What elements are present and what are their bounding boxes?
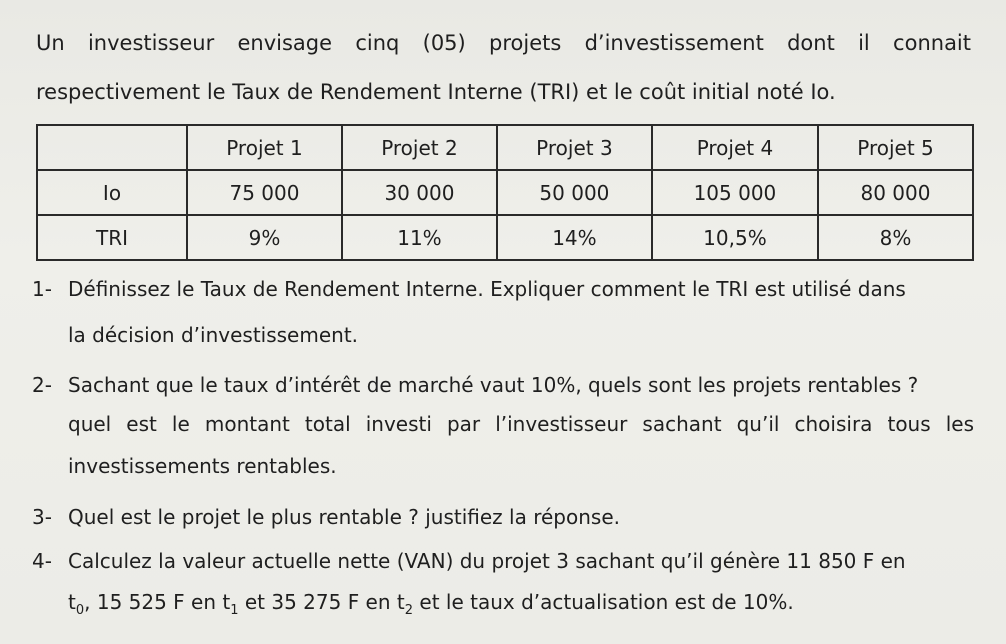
table-cell: 75 000 [187,170,342,215]
text-segment: t [68,590,76,614]
question-3-line-1: Quel est le projet le plus rentable ? justifiez la réponse. [68,505,620,529]
question-3 [32,502,974,532]
question-4 [32,546,974,618]
table-header-cell [37,125,187,170]
table-cell: 105 000 [652,170,818,215]
question-2-line-1: Sachant que le taux d’intérêt de marché vaut 10%, quels sont les projets rentables ? [68,373,919,397]
question-number: 4- [32,549,52,573]
subscript: 2 [404,603,414,618]
table-row-label: Io [37,170,187,215]
question-4-line-2 [32,590,974,618]
question-number: 2- [32,373,52,397]
question-2 [32,370,974,478]
table-cell: 9% [187,215,342,260]
table-row [37,215,973,260]
table-row [37,170,973,215]
question-number: 1- [32,277,52,301]
table-cell: 11% [342,215,497,260]
text-segment: et le taux d’actualisation est de 10%. [413,590,794,614]
question-number: 3- [32,505,52,529]
table-row-label: TRI [37,215,187,260]
question-1 [32,274,974,347]
table-header-cell: Projet 5 [818,125,973,170]
subscript: 0 [75,603,85,618]
question-1-line-1: Définissez le Taux de Rendement Interne. Expliquer comment le TRI est utilisé dans [68,277,906,301]
intro-paragraph [36,30,971,106]
text-segment: , 15 525 F en t [84,590,231,614]
question-4-line-1: Calculez la valeur actuelle nette (VAN) du projet 3 sachant qu’il génère 11 850 F en [68,549,906,573]
question-2-line-2: quel est le montant total investi par l’investisseur sachant qu’il choisira tous les [68,412,974,436]
table-cell: 8% [818,215,973,260]
table-cell: 30 000 [342,170,497,215]
subscript: 1 [230,603,239,618]
table-header-row [37,125,973,170]
intro-line-1: Un investisseur envisage cinq (05) projets d’investissement dont il connait [36,31,971,55]
table-cell: 14% [497,215,652,260]
question-1-line-2: la décision d’investissement. [68,323,359,347]
table-header-cell: Projet 1 [187,125,342,170]
projects-table [36,124,974,261]
question-2-line-3: investissements rentables. [68,454,337,478]
text-segment: et 35 275 F en t [238,590,405,614]
table-cell: 10,5% [652,215,818,260]
table-cell: 50 000 [497,170,652,215]
table-header-cell: Projet 2 [342,125,497,170]
table-header-cell: Projet 3 [497,125,652,170]
table-header-cell: Projet 4 [652,125,818,170]
table-cell: 80 000 [818,170,973,215]
intro-line-2: respectivement le Taux de Rendement Interne (TRI) et le coût initial noté Io. [36,80,836,104]
